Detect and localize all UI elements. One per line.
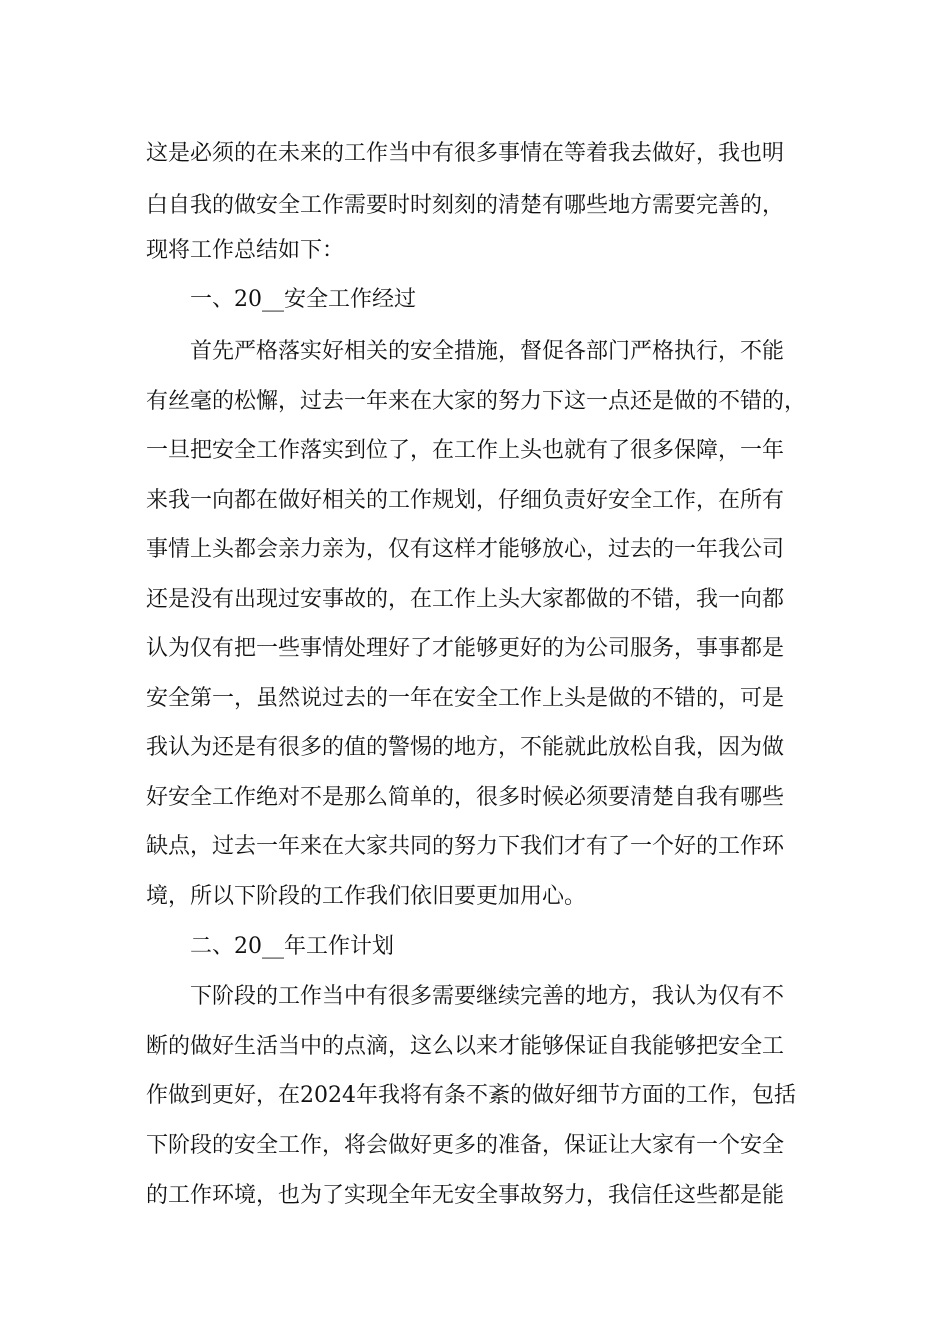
section-2-line-1: 下阶段的工作当中有很多需要继续完善的地方，我认为仅有不 xyxy=(190,984,785,1009)
section-1-line-9: 我认为还是有很多的值的警惕的地方，不能就此放松自我，因为做 xyxy=(146,735,785,760)
section-1-line-4: 来我一向都在做好相关的工作规划，仔细负责好安全工作，在所有 xyxy=(146,488,785,513)
section-1-line-11: 缺点，过去一年来在大家共同的努力下我们才有了一个好的工作环 xyxy=(146,834,785,859)
section-2-heading: 二、20__年工作计划 xyxy=(190,934,394,959)
section-1-line-5: 事情上头都会亲力亲为，仅有这样才能够放心，过去的一年我公司 xyxy=(146,537,785,562)
section-1-line-10: 好安全工作绝对不是那么简单的，很多时候必须要清楚自我有哪些 xyxy=(146,785,785,810)
section-1-line-8: 安全第一，虽然说过去的一年在安全工作上头是做的不错的，可是 xyxy=(146,686,785,711)
intro-line-1: 这是必须的在未来的工作当中有很多事情在等着我去做好，我也明 xyxy=(146,141,785,166)
section-1-line-1: 首先严格落实好相关的安全措施，督促各部门严格执行，不能 xyxy=(190,339,785,364)
section-2-line-3: 作做到更好，在2024年我将有条不紊的做好细节方面的工作，包括 xyxy=(146,1083,796,1108)
section-2-line-2: 断的做好生活当中的点滴，这么以来才能够保证自我能够把安全工 xyxy=(146,1034,785,1059)
section-1-line-7: 认为仅有把一些事情处理好了才能够更好的为公司服务，事事都是 xyxy=(146,636,785,661)
intro-line-3: 现将工作总结如下： xyxy=(146,238,345,263)
section-1-line-2: 有丝毫的松懈，过去一年来在大家的努力下这一点还是做的不错的， xyxy=(146,389,807,414)
intro-line-2: 白自我的做安全工作需要时时刻刻的清楚有哪些地方需要完善的， xyxy=(146,193,785,218)
section-2-line-5: 的工作环境，也为了实现全年无安全事故努力，我信任这些都是能 xyxy=(146,1183,785,1208)
section-1-line-6: 还是没有出现过安事故的，在工作上头大家都做的不错，我一向都 xyxy=(146,587,785,612)
section-1-line-3: 一旦把安全工作落实到位了，在工作上头也就有了很多保障，一年 xyxy=(146,438,785,463)
section-2-line-4: 下阶段的安全工作，将会做好更多的准备，保证让大家有一个安全 xyxy=(146,1133,785,1158)
section-1-heading: 一、20__安全工作经过 xyxy=(190,287,416,312)
section-1-line-12: 境，所以下阶段的工作我们依旧要更加用心。 xyxy=(146,884,587,909)
